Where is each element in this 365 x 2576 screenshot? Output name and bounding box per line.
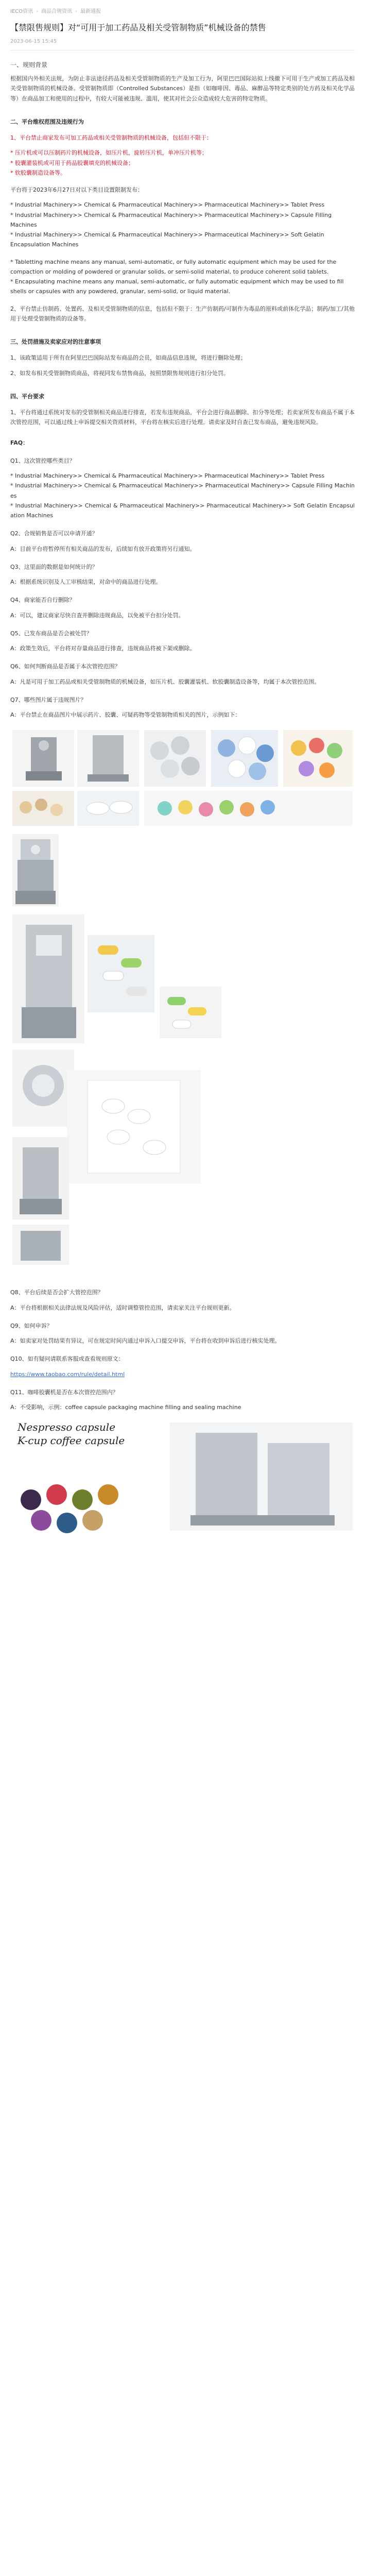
intro-paragraph: 根据国内外相关法规，为防止非法途径药品及相关受管制物质的生产及加工行为，阿里巴巴国际站拟上线撤下可用于生产或加工药品及相关受管制物质的机械设备。受管制物质即（Controlled Substances）是指（如咖啡因、毒品、麻醉品等特定类别的处方药及相关化学品等）在商品加工和使用的过程中，有较大可能被违规、滥用，使其对社会公众造成较大危害的特定物质。 [10, 75, 355, 102]
section-heading: 二、平台维权范围及违规行为 [10, 118, 84, 125]
faq-question: Q1、这次管控哪些类目？ [10, 457, 75, 464]
breadcrumb-separator: › [36, 9, 39, 14]
category-item: * Industrial Machinery>> Chemical & Pharmaceutical Machinery>> Pharmaceutical Machinery>> Tablet Press [10, 201, 325, 209]
breadcrumb-item[interactable]: IECO资讯 [10, 9, 33, 14]
list-item: * 软胶囊制造设备等。 [10, 169, 66, 176]
tablet-press-photos [10, 725, 355, 828]
faq-answer: A：政策生效后，平台将对存量商品进行排查，违规商品将被下架或删除。 [10, 645, 196, 652]
definition-item: * Tabletting machine means any manual, semi-automatic, or fully automatic equipment which may be used for the compaction or molding of powdered or granular solids, or semi-solid material, to produce coherent solid tablets. [10, 258, 337, 275]
faq-answer: A：根据系统识别及人工审核结果，对命中的商品进行处理。 [10, 579, 162, 585]
example-image-group [10, 834, 355, 906]
faq-answer: A：可以，建议商家尽快自查并删除违规商品，以免被平台扣分处罚。 [10, 612, 184, 619]
breadcrumb [10, 7, 355, 16]
softgel-machine-photos [10, 1049, 355, 1266]
example-image-group [10, 1417, 355, 1533]
faq-question: Q2、合规销售是否可以申请开通？ [10, 530, 98, 537]
list-item: * 胶囊灌装机或可用于药品胶囊填充的机械设备； [10, 159, 134, 166]
section-paragraph: 1、平台禁止商家发布可加工药品或相关受管制物质的机械设备，包括但不限于： [10, 134, 212, 141]
tablet-press-machine-photo [10, 834, 355, 906]
capsule-label: K-cup coffee capsule [18, 1434, 125, 1447]
example-image-group [10, 1049, 355, 1266]
faq-question: Q8、平台后续是否会扩大管控范围？ [10, 1289, 103, 1296]
section-paragraph: 1、平台将通过系统对发布的受管制相关商品进行排查，若发布违规商品，平台会进行商品删除、扣分等处理；若卖家所发布商品不属于本次管控范围，可以通过线上申诉提交相关资质材料，平台将在核实后进行处理。请卖家及时自查已发布商品，避免违规风险。 [10, 409, 355, 426]
faq-answer: A：目前平台将暂停所有相关商品的发布，后续如有放开政策将另行通知。 [10, 545, 196, 552]
faq-answer: A：如卖家对处罚结果有异议，可在规定时间内通过申诉入口提交申诉，平台将在收到申诉后进行核实处理。 [10, 1337, 281, 1344]
faq-question: Q4、商家能否自行删除？ [10, 597, 75, 604]
faq-question: Q3、这里面的数据是如何统计的？ [10, 563, 98, 570]
category-list [10, 200, 355, 249]
article-date: 2023-06-15 15:45 [10, 38, 57, 44]
faq-question: Q7、哪些图片属于违规图片？ [10, 696, 86, 703]
faq-answer: * Industrial Machinery>> Chemical & Pharmaceutical Machinery>> Pharmaceutical Machinery>> Tablet Press * Industrial Machinery>> Chemical & Pharmaceutical Machinery>> Pharmaceutical Machinery>> Capsule Filling Machines * Industrial Machinery>> Chemical & Pharmaceutical Machinery>> Pharmaceutical Machinery>> Soft Gelatin Encapsulation Machines [10, 472, 355, 519]
faq-question: Q10、如有疑问请联系客服或查看规则原文： [10, 1355, 124, 1363]
list-item: * 压片机或可以压制药片的机械设备，如压片机，旋转压片机，单冲压片机等； [10, 149, 207, 157]
breadcrumb-separator: › [75, 9, 78, 14]
breadcrumb-item[interactable]: 最新通报 [80, 9, 101, 14]
section-paragraph: 平台将于2023年6月27日对以下类目设置限制发布： [10, 187, 143, 193]
definition-item: * Encapsulating machine means any manual, semi-automatic, or fully automatic equipment which may be used to fill shells or capsules with any powdered, granular, semi-solid, or liquid material. [10, 278, 344, 295]
faq-question: Q11、咖啡胶囊机是否在本次管控范围内？ [10, 1388, 118, 1396]
section-heading: 三、处罚措施及卖家应对的注意事项 [10, 338, 101, 345]
capsule-filling-photos [10, 914, 355, 1043]
capsule-label: Nespresso capsule [18, 1421, 116, 1434]
list-item: 1、该政策适用于所有在阿里巴巴国际站发布商品的会员，如商品信息违规，将进行删除处理； [10, 354, 246, 362]
faq-question: Q9、如何申诉？ [10, 1322, 53, 1329]
example-image-group [10, 914, 355, 1043]
rule-link[interactable]: https://www.taobao.com/rule/detail.html [10, 1370, 125, 1378]
article-title: 【禁限售规则】对“可用于加工药品及相关受管制物质”机械设备的禁售 [10, 22, 266, 32]
faq-answer: A：不受影响，示例：coffee capsule packaging machine filling and sealing machine [10, 1404, 241, 1411]
faq-answer: A：平台禁止在商品图片中展示药片、胶囊、可疑药物等受管制物质相关的图片，示例如下： [10, 711, 241, 718]
spacer [10, 1266, 355, 1279]
faq-question: Q5、已发布商品是否会被处罚？ [10, 630, 92, 637]
example-image-group [10, 725, 355, 828]
section-heading: 四、平台要求 [10, 393, 44, 400]
faq-answer: A：平台将根据相关法律法规及风险评估，适时调整管控范围，请卖家关注平台规则更新。 [10, 1304, 235, 1311]
section-paragraph: 2、平台禁止仿制药、处置药、及相关受管制物质的信息，包括但不限于：生产仿制药/可制作为毒品的原料或前体化学品；制药/加工/其他用于处理受管制物质的设备等。 [10, 305, 355, 322]
rule-list [10, 148, 355, 178]
breadcrumb-item[interactable]: 商品合规资讯 [41, 9, 73, 14]
definition-list [10, 257, 355, 297]
faq-heading: FAQ： [10, 439, 29, 446]
category-item: * Industrial Machinery>> Chemical & Pharmaceutical Machinery>> Pharmaceutical Machinery>> Soft Gelatin Encapsulation Machines [10, 231, 324, 248]
faq-answer: A：凡是可用于加工药品或相关受管制物质的机械设备，如压片机、胶囊灌装机、软胶囊制造设备等，均属于本次管控范围。 [10, 678, 320, 685]
faq-link-paragraph [10, 1369, 355, 1379]
faq-question: Q6、如何判断商品是否属于本次管控范围？ [10, 663, 120, 670]
category-item: * Industrial Machinery>> Chemical & Pharmaceutical Machinery>> Pharmaceutical Machinery>> Capsule Filling Machines [10, 211, 332, 228]
section-heading: 一、规则背景 [10, 61, 48, 69]
list-item: 2、如发布相关受管制物质商品，将视同发布禁售商品，按照禁限售规则进行扣分处罚。 [10, 369, 229, 377]
